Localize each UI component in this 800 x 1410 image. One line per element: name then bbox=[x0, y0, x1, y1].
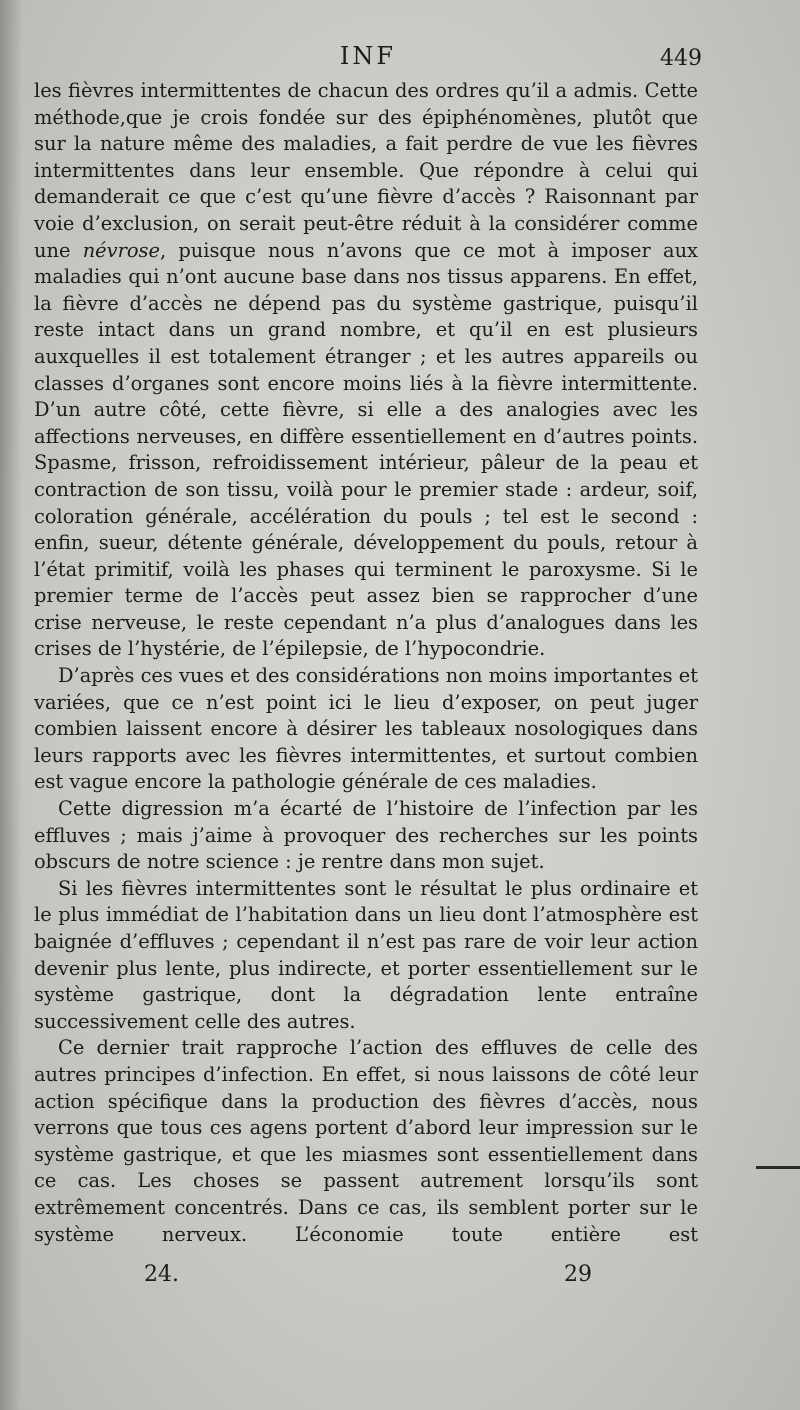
paragraph-1 bbox=[34, 78, 698, 663]
paragraph-1-text-b: , puisque nous n’avons que ce mot à imposer aux maladies qui n’ont aucune base dans nos tissus apparens. En effet, la fièvre d’accès ne dépend pas du système gastrique, puisqu’il reste intact dans un grand nombre, et qu’il en est plusieurs auxquelles il est totalement étranger ; et les autres appareils ou classes d’organes sont encore moins liés à la fièvre intermittente. D’un autre côté, cette fièvre, si elle a des analogies avec les affections nerveuses, en diffère essentiellement en d’autres points. Spasme, frisson, refroidissement intérieur, pâleur de la peau et contraction de son tissu, voilà pour le premier stade : ardeur, soif, coloration générale, accélération du pouls ; tel est le second : enfin, sueur, détente générale, développement du pouls, retour à l’état primitif, voilà les phases qui terminent le paroxysme. Si le premier terme de l’accès peut assez bien se rapprocher d’une crise nerveuse, le reste cependant n’a plus d’analogues dans les crises de l’hystérie, de l’épilepsie, de l’hypocondrie. bbox=[34, 238, 698, 661]
signature-mark: 24. bbox=[144, 1262, 179, 1287]
paragraph-2 bbox=[34, 663, 698, 796]
page-footer bbox=[34, 1262, 698, 1294]
paragraph-3 bbox=[34, 796, 698, 876]
page-header bbox=[34, 42, 702, 78]
body-text bbox=[34, 78, 698, 1248]
paragraph-1-italic-term: névrose bbox=[82, 238, 160, 262]
paragraph-4-text: Si les fièvres intermittentes sont le résultat le plus ordinaire et le plus immédiat de l’habitation dans un lieu dont l’atmosphère est baignée d’effluves ; cependant il n’est pas rare de voir leur action devenir plus lente, plus indirecte, et porter essentiellement sur le système gastrique, dont la dégradation lente entraîne successivement celle des autres. bbox=[34, 876, 698, 1033]
paragraph-2-text: D’après ces vues et des considérations non moins importantes et variées, que ce n’est point ici le lieu d’exposer, on peut juger combien laissent encore à désirer les tableaux nosologiques dans leurs rapports avec les fièvres intermittentes, et surtout combien est vague encore la pathologie générale de ces maladies. bbox=[34, 664, 698, 794]
paragraph-3-text: Cette digression m’a écarté de l’histoire de l’infection par les effluves ; mais j’aime à provoquer des recherches sur les points obscurs de notre science : je rentre dans mon sujet. bbox=[34, 797, 698, 874]
binding-shadow bbox=[0, 0, 22, 1410]
paragraph-5 bbox=[34, 1035, 698, 1248]
paragraph-1-text-a: les fièvres intermittentes de chacun des ordres qu’il a admis. Cette méthode,que je crois fondée sur des épiphénomènes, plutôt que sur la nature même des maladies, a fait perdre de vue les fièvres intermittentes dans leur ensemble. Que répondre à celui qui demanderait ce que c’est qu’une fièvre d’accès ? Raisonnant par voie d’exclusion, on serait peut-être réduit à la considérer comme une bbox=[34, 79, 698, 262]
paragraph-5-text: Ce dernier trait rapproche l’action des effluves de celle des autres principes d’infection. En effet, si nous laissons de côté leur action spécifique dans la production des fièvres d’accès, nous verrons que tous ces agens portent d’abord leur impression sur le système gastrique, et que les miasmes sont essentiellement dans ce cas. Les choses se passent autrement lorsqu’ils sont extrêmement concentrés. Dans ce cas, ils semblent porter sur le système nerveux. L’économie toute entière est bbox=[34, 1036, 698, 1246]
running-head: INF bbox=[339, 42, 397, 70]
paragraph-4 bbox=[34, 876, 698, 1036]
edge-rule bbox=[756, 1166, 800, 1169]
page-number: 449 bbox=[660, 46, 702, 71]
sheet-number: 29 bbox=[564, 1262, 592, 1287]
